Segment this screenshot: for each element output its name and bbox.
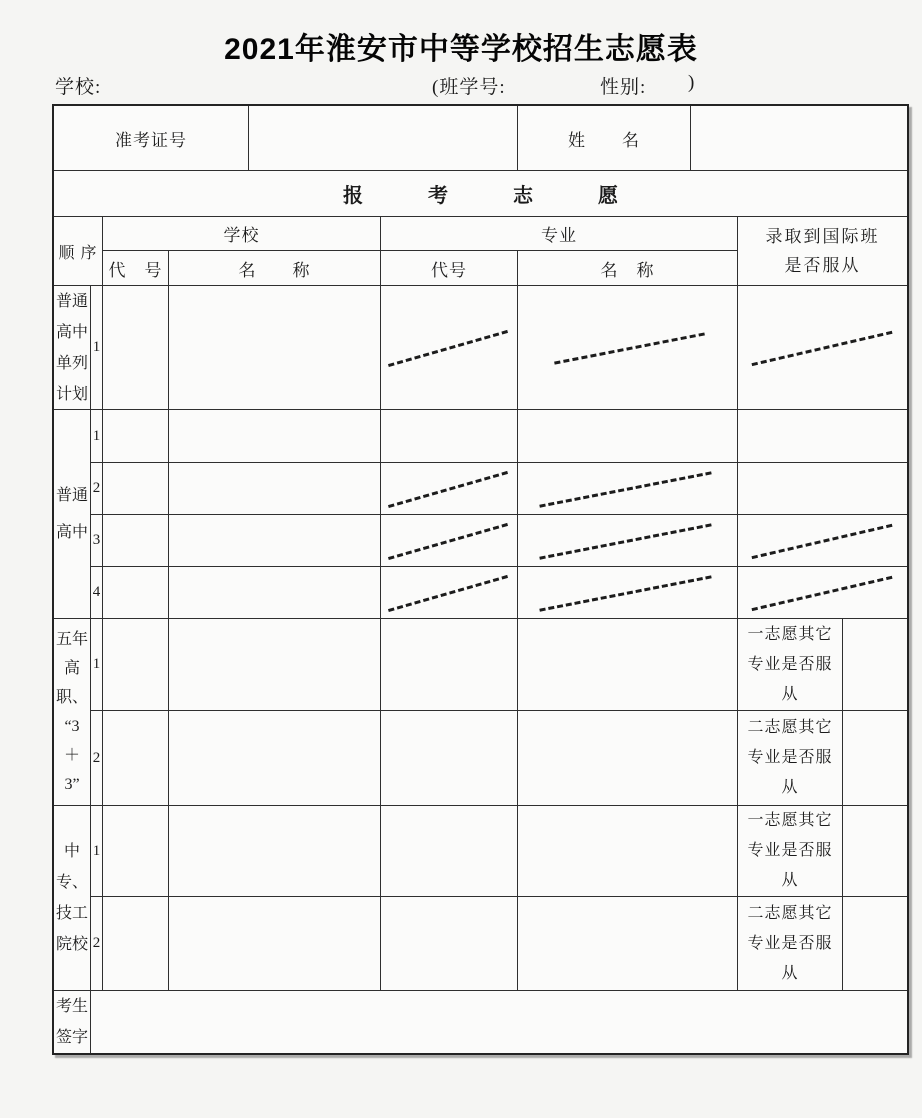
school-name-cell (168, 566, 381, 619)
school-name-cell (168, 618, 381, 711)
major-name-cell (517, 618, 738, 711)
strikethrough-mark (751, 523, 892, 558)
obey-value-cell (842, 896, 908, 991)
category-label-five-year: 五年 高 职、 “3 ＋ 3” (53, 618, 91, 806)
col-header-intl-obey (737, 216, 908, 286)
row-number: 1 (90, 285, 103, 410)
strikethrough-mark (388, 523, 508, 560)
major-code-cell (380, 805, 518, 897)
major-code-cell (380, 514, 518, 567)
school-name-cell (168, 285, 381, 410)
obey-value-cell (842, 805, 908, 897)
col-header-school-group: 学校 (102, 216, 381, 251)
col-header-major-group: 专业 (380, 216, 738, 251)
name-label: 姓 名 (517, 105, 691, 171)
col-header-order: 顺 序 (53, 216, 103, 286)
signature-value-cell (90, 990, 908, 1054)
strikethrough-mark (539, 471, 712, 507)
major-code-cell (380, 618, 518, 711)
row-number: 1 (90, 805, 103, 897)
admission-ticket-label: 准考证号 (53, 105, 249, 171)
intl-obey-cell (737, 285, 908, 410)
row-number: 4 (90, 566, 103, 619)
school-label: 学校: (55, 77, 102, 98)
school-code-cell (102, 805, 169, 897)
school-name-cell (168, 514, 381, 567)
row-number: 3 (90, 514, 103, 567)
col-header-school-name: 名 称 (168, 250, 381, 286)
major-code-cell (380, 896, 518, 991)
major-name-cell (517, 285, 738, 410)
row-number: 1 (90, 618, 103, 711)
school-code-cell (102, 710, 169, 806)
school-code-cell (102, 409, 169, 463)
intl-obey-cell (737, 514, 908, 567)
major-name-cell (517, 710, 738, 806)
major-name-cell (517, 896, 738, 991)
school-code-cell (102, 896, 169, 991)
strikethrough-mark (751, 575, 892, 610)
strikethrough-mark (388, 330, 508, 367)
form-title: 2021年淮安市中等学校招生志愿表 (224, 33, 698, 66)
signature-label: 考生 签字 (53, 990, 91, 1054)
row-number: 2 (90, 896, 103, 991)
major-name-cell (517, 462, 738, 515)
row-number: 1 (90, 409, 103, 463)
school-code-cell (102, 618, 169, 711)
intl-obey-line1: 录取到国际班 (765, 227, 880, 246)
strikethrough-mark (751, 330, 892, 365)
category-label-separate-plan: 普通 高中 单列 计划 (53, 285, 91, 410)
major-name-cell (517, 409, 738, 463)
obey-second-choice-label: 二志愿其它 专业是否服 从 (737, 896, 843, 991)
obey-first-choice-label: 一志愿其它 专业是否服 从 (737, 618, 843, 711)
strikethrough-mark (539, 575, 712, 611)
category-label-technical: 中 专、 技工 院校 (53, 805, 91, 991)
col-header-school-code: 代 号 (102, 250, 169, 286)
form-section-title: 报 考 志 愿 (53, 170, 908, 217)
col-header-major-code: 代号 (380, 250, 518, 286)
school-name-cell (168, 896, 381, 991)
admission-ticket-value-cell (248, 105, 518, 171)
obey-value-cell (842, 710, 908, 806)
school-code-cell (102, 285, 169, 410)
row-number: 2 (90, 710, 103, 806)
paren-close: ) (688, 72, 696, 93)
intl-obey-cell (737, 566, 908, 619)
school-code-cell (102, 514, 169, 567)
category-label-regular-high: 普通 高中 (53, 409, 91, 619)
intl-obey-line2: 是否服从 (784, 256, 861, 275)
strikethrough-mark (388, 471, 508, 508)
row-number: 2 (90, 462, 103, 515)
major-code-cell (380, 566, 518, 619)
major-code-cell (380, 462, 518, 515)
school-name-cell (168, 409, 381, 463)
strikethrough-mark (539, 523, 712, 559)
school-name-cell (168, 805, 381, 897)
obey-value-cell (842, 618, 908, 711)
obey-first-choice-label: 一志愿其它 专业是否服 从 (737, 805, 843, 897)
col-header-major-name: 名 称 (517, 250, 738, 286)
major-code-cell (380, 285, 518, 410)
major-code-cell (380, 710, 518, 806)
school-code-cell (102, 462, 169, 515)
strikethrough-mark (388, 575, 508, 612)
intl-obey-cell (737, 462, 908, 515)
school-code-cell (102, 566, 169, 619)
major-code-cell (380, 409, 518, 463)
major-name-cell (517, 805, 738, 897)
obey-second-choice-label: 二志愿其它 专业是否服 从 (737, 710, 843, 806)
school-name-cell (168, 462, 381, 515)
intl-obey-cell (737, 409, 908, 463)
major-name-cell (517, 566, 738, 619)
major-name-cell (517, 514, 738, 567)
name-value-cell (690, 105, 908, 171)
strikethrough-mark (554, 332, 705, 364)
gender-label: 性别: (600, 77, 647, 98)
class-number-label: (班学号: (432, 77, 506, 98)
school-name-cell (168, 710, 381, 806)
